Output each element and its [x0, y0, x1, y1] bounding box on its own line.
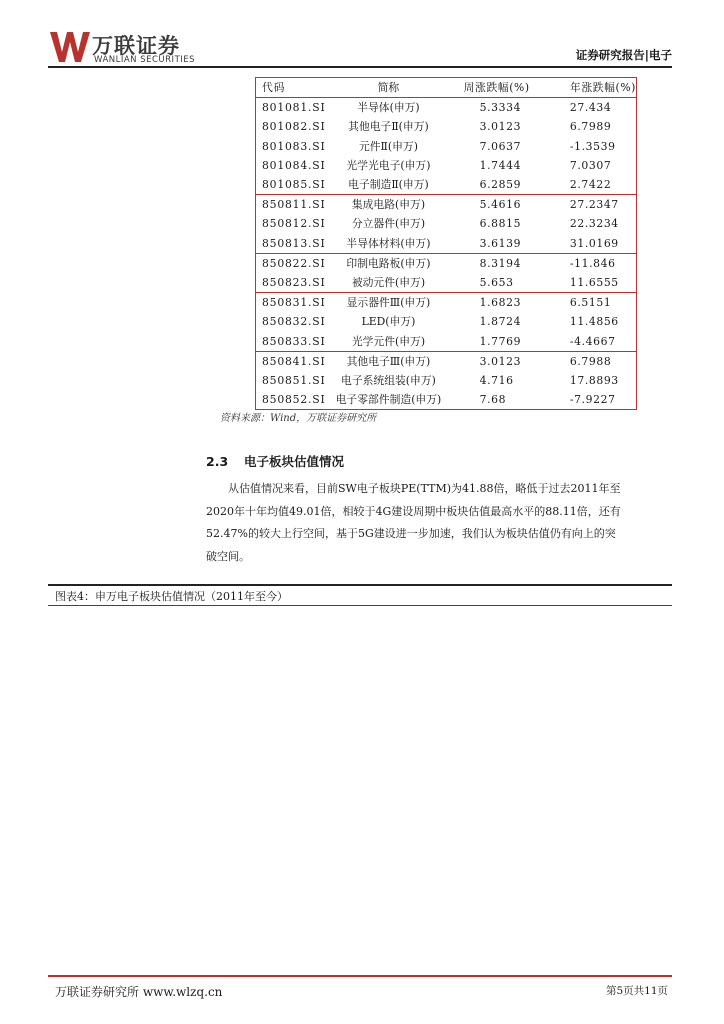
cell-week-change: 1.7444	[479, 158, 522, 172]
footer-institution: 万联证券研究所 www.wlzq.cn	[55, 985, 223, 999]
section-number: 2.3	[206, 454, 229, 469]
section-title: 电子板块估值情况	[244, 454, 345, 469]
paragraph-line: 52.47%的较大上行空间，基于5G建设进一步加速，我们认为板块估值仍有向上的突	[206, 527, 616, 540]
valuation-paragraph	[206, 478, 672, 568]
cell-week-change: 7.68	[479, 393, 507, 407]
logo-w-icon	[48, 28, 92, 64]
section-heading	[206, 452, 344, 470]
cell-year-change: 11.4856	[569, 315, 619, 329]
cell-week-change: 1.7769	[450, 331, 556, 351]
table-row	[256, 312, 636, 331]
cell-year-change: 6.7988	[569, 354, 612, 368]
logo-text-cn: 万联证券	[92, 34, 180, 58]
cell-name: 其他电子Ⅱ(申万)	[348, 120, 429, 134]
cell-year-change: 22.3234	[569, 217, 619, 231]
cell-name: 电子制造Ⅱ(申万)	[327, 175, 449, 195]
cell-code: 850832.SI	[262, 315, 326, 329]
cell-code: 850831.SI	[262, 296, 326, 310]
figure-caption: 图表4：申万电子板块估值情况（2011年至今）	[55, 590, 288, 603]
cell-week-change: 8.3194	[479, 256, 522, 270]
cell-code: 801083.SI	[262, 139, 326, 153]
logo-text-en: WANLIAN SECURITIES	[94, 55, 196, 65]
table-row	[256, 137, 636, 156]
table-source-note: 资料来源：Wind，万联证券研究所	[220, 413, 377, 424]
col-header-week: 周涨跌幅(%)	[450, 78, 556, 98]
cell-code: 850823.SI	[256, 273, 327, 293]
table-row	[256, 195, 636, 215]
footer-divider	[48, 975, 672, 977]
cell-year-change: 2.7422	[556, 175, 636, 195]
cell-week-change: 1.6823	[479, 296, 522, 310]
cell-code: 801082.SI	[262, 120, 326, 134]
col-header-name: 简称	[327, 78, 449, 98]
paragraph-line: 破空间。	[206, 549, 250, 563]
cell-name: LED(申万)	[361, 315, 416, 329]
cell-name: 集成电路(申万)	[351, 198, 426, 212]
cell-year-change: 11.6555	[556, 273, 636, 293]
col-header-year: 年涨跌幅(%)	[556, 78, 636, 98]
figure-top-rule	[48, 584, 672, 586]
table-row	[256, 175, 636, 195]
table-row	[256, 117, 636, 136]
cell-year-change: 7.0307	[569, 158, 612, 172]
table-row	[256, 156, 636, 175]
cell-name: 分立器件(申万)	[351, 217, 426, 231]
cell-name: 元件Ⅱ(申万)	[358, 139, 418, 153]
cell-week-change: 7.0637	[479, 139, 522, 153]
cell-week-change: 6.2859	[450, 175, 556, 195]
cell-year-change: 17.8893	[569, 373, 619, 387]
table-row	[256, 351, 636, 371]
cell-week-change: 3.0123	[479, 120, 522, 134]
col-header-code: 代码	[256, 78, 327, 98]
page-number: 第5页共11页	[605, 985, 668, 997]
cell-name: 印制电路板(申万)	[346, 256, 431, 270]
cell-year-change: -4.4667	[556, 331, 636, 351]
cell-name: 半导体材料(申万)	[327, 234, 449, 254]
cell-week-change: 1.8724	[479, 315, 522, 329]
cell-code: 850851.SI	[262, 373, 326, 387]
cell-code: 850822.SI	[262, 256, 326, 270]
cell-week-change: 4.716	[479, 373, 514, 387]
cell-week-change: 5.3334	[479, 101, 522, 115]
table-row	[256, 390, 636, 409]
cell-name: 其他电子Ⅲ(申万)	[346, 354, 431, 368]
cell-year-change: -11.846	[569, 256, 616, 270]
cell-name: 被动元件(申万)	[327, 273, 449, 293]
cell-code: 850811.SI	[262, 198, 326, 212]
data-table	[256, 78, 636, 409]
cell-code: 801084.SI	[262, 158, 326, 172]
table-row	[256, 234, 636, 254]
table-row	[256, 331, 636, 351]
cell-name: 电子系统组装(申万)	[341, 373, 436, 387]
header-divider	[48, 66, 672, 68]
cell-week-change: 6.8815	[479, 217, 522, 231]
cell-year-change: 31.0169	[556, 234, 636, 254]
table-row	[256, 253, 636, 273]
table-row	[256, 371, 636, 390]
cell-year-change: 6.7989	[569, 120, 612, 134]
cell-year-change: 6.5151	[569, 296, 612, 310]
cell-name: 电子零部件制造(申万)	[335, 393, 442, 407]
cell-week-change: 5.653	[450, 273, 556, 293]
company-logo	[48, 28, 198, 68]
table-row	[256, 293, 636, 313]
cell-name: 显示器件Ⅲ(申万)	[346, 296, 431, 310]
cell-year-change: -7.9227	[569, 393, 616, 407]
report-type: 证券研究报告|电子	[575, 48, 672, 62]
table-row	[256, 98, 636, 118]
cell-name: 半导体(申万)	[357, 101, 420, 115]
cell-name: 光学元件(申万)	[327, 331, 449, 351]
cell-year-change: -1.3539	[569, 139, 616, 153]
cell-code: 801081.SI	[262, 101, 326, 115]
paragraph-line: 从估值情况来看，目前SW电子板块PE(TTM)为41.88倍，略低于过去2011年至	[228, 482, 621, 495]
cell-code: 850812.SI	[262, 217, 326, 231]
cell-code: 850852.SI	[262, 393, 326, 407]
cell-year-change: 27.434	[569, 101, 612, 115]
figure-bottom-rule	[48, 605, 672, 606]
cell-code: 801085.SI	[256, 175, 327, 195]
table-row	[256, 273, 636, 293]
table-row	[256, 214, 636, 233]
sector-return-table	[255, 77, 637, 410]
cell-week-change: 3.6139	[450, 234, 556, 254]
cell-week-change: 5.4616	[479, 198, 522, 212]
cell-code: 850813.SI	[256, 234, 327, 254]
table-body	[256, 98, 636, 410]
cell-year-change: 27.2347	[569, 198, 619, 212]
paragraph-line: 2020年十年均值49.01倍，相较于4G建设周期中板块估值最高水平的88.11倍，还有	[206, 504, 621, 518]
cell-week-change: 3.0123	[479, 354, 522, 368]
cell-code: 850841.SI	[262, 354, 326, 368]
cell-name: 光学光电子(申万)	[346, 158, 431, 172]
table-header-row	[256, 78, 636, 98]
page-header	[0, 0, 724, 70]
cell-code: 850833.SI	[256, 331, 327, 351]
